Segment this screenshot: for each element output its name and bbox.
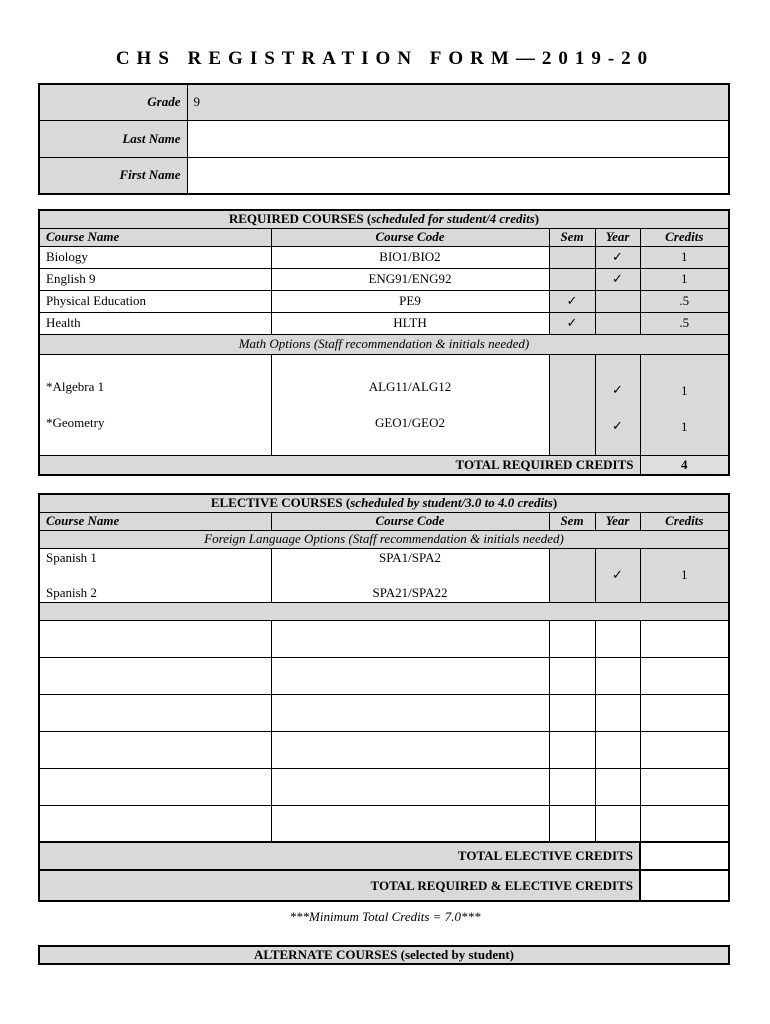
elective-name-field[interactable] [39,731,271,768]
year-cell [595,290,640,312]
form-title: CHS REGISTRATION FORM—2019-20 [115,48,655,69]
elective-name-field[interactable] [39,805,271,842]
fl-course-code: SPA21/SPA22 [372,584,448,600]
elective-year-field[interactable] [595,768,640,805]
student-info-table [38,83,730,195]
math-options-header: Math Options (Staff recommendation & initials needed) [39,334,729,354]
col-course-code: Course Code [271,512,549,530]
sem-check-icon: ✓ [549,290,595,312]
spacer-row [39,602,729,620]
elective-entry-row[interactable] [39,620,729,657]
last-name-label: Last Name [39,120,187,157]
elective-sem-field[interactable] [549,620,595,657]
fl-course-code: SPA1/SPA2 [379,549,441,565]
year-cell [595,312,640,334]
total-elective-label: TOTAL ELECTIVE CREDITS [39,842,640,870]
math-year-check-icon: ✓ [612,382,623,398]
grade-field[interactable]: 9 [187,84,729,120]
sem-cell [549,246,595,268]
elective-year-field[interactable] [595,694,640,731]
col-credits: Credits [640,228,729,246]
col-course-name: Course Name [39,512,271,530]
course-code: HLTH [271,312,549,334]
course-name: Physical Education [39,290,271,312]
elective-entry-row[interactable] [39,805,729,842]
table-row [39,290,729,312]
math-options-block [39,354,729,455]
sem-check-icon: ✓ [549,312,595,334]
fl-year-check-icon: ✓ [595,548,640,602]
fl-course-name: Spanish 2 [46,584,97,600]
alternate-header: ALTERNATE COURSES (selected by student) [39,946,729,964]
elective-credits-field[interactable] [640,731,729,768]
col-year: Year [595,228,640,246]
last-name-field[interactable] [187,120,729,157]
fl-credits: 1 [640,548,729,602]
elective-credits-field[interactable] [640,620,729,657]
year-check-icon: ✓ [595,268,640,290]
elective-sem-field[interactable] [549,657,595,694]
alternate-courses-table [38,945,730,965]
total-all-field[interactable] [640,870,729,901]
elective-year-field[interactable] [595,805,640,842]
math-course-code: ALG11/ALG12 [368,378,452,394]
col-credits: Credits [640,512,729,530]
elective-code-field[interactable] [271,620,549,657]
elective-code-field[interactable] [271,657,549,694]
table-row [39,246,729,268]
elective-code-field[interactable] [271,694,549,731]
minimum-credits-note: ***Minimum Total Credits = 7.0*** [289,909,481,924]
total-all-label: TOTAL REQUIRED & ELECTIVE CREDITS [39,870,640,901]
elective-name-field[interactable] [39,768,271,805]
elective-year-field[interactable] [595,620,640,657]
elective-header: ELECTIVE COURSES (scheduled by student/3.0 to 4.0 credits) [39,494,729,512]
elective-name-field[interactable] [39,694,271,731]
foreign-language-block [39,548,729,602]
table-row [39,268,729,290]
math-course-name: *Geometry [46,414,105,430]
elective-courses-table [38,493,730,902]
course-name: Biology [39,246,271,268]
grade-label: Grade [39,84,187,120]
col-course-code: Course Code [271,228,549,246]
math-sem-cell[interactable] [549,354,595,455]
fl-sem-cell[interactable] [549,548,595,602]
math-course-code: GEO1/GEO2 [374,414,446,430]
credits-cell: .5 [640,290,729,312]
first-name-field[interactable] [187,157,729,194]
col-sem: Sem [549,512,595,530]
elective-name-field[interactable] [39,620,271,657]
course-code: BIO1/BIO2 [271,246,549,268]
credits-cell: 1 [640,246,729,268]
elective-year-field[interactable] [595,657,640,694]
required-courses-table [38,209,730,476]
course-name: Health [39,312,271,334]
math-course-name: *Algebra 1 [46,378,105,394]
col-course-name: Course Name [39,228,271,246]
table-row [39,312,729,334]
year-check-icon: ✓ [595,246,640,268]
credits-cell: 1 [640,268,729,290]
math-credits: 1 [681,382,688,398]
total-elective-field[interactable] [640,842,729,870]
elective-credits-field[interactable] [640,694,729,731]
elective-entry-row[interactable] [39,768,729,805]
elective-sem-field[interactable] [549,694,595,731]
course-code: ENG91/ENG92 [271,268,549,290]
math-year-check-icon: ✓ [612,418,623,434]
elective-credits-field[interactable] [640,805,729,842]
required-header: REQUIRED COURSES (scheduled for student/4 credits) [39,210,729,228]
math-credits: 1 [681,418,688,434]
elective-entry-row[interactable] [39,694,729,731]
sem-cell [549,268,595,290]
first-name-label: First Name [39,157,187,194]
elective-code-field[interactable] [271,731,549,768]
credits-cell: .5 [640,312,729,334]
fl-course-name: Spanish 1 [46,549,97,565]
total-required-value: 4 [640,455,729,475]
elective-credits-field[interactable] [640,768,729,805]
total-required-label: TOTAL REQUIRED CREDITS [39,455,640,475]
elective-entry-row[interactable] [39,731,729,768]
elective-year-field[interactable] [595,731,640,768]
elective-credits-field[interactable] [640,657,729,694]
course-code: PE9 [271,290,549,312]
elective-sem-field[interactable] [549,731,595,768]
elective-entry-row[interactable] [39,657,729,694]
foreign-language-header: Foreign Language Options (Staff recommendation & initials needed) [39,530,729,548]
elective-sem-field[interactable] [549,805,595,842]
elective-sem-field[interactable] [549,768,595,805]
elective-name-field[interactable] [39,657,271,694]
course-name: English 9 [39,268,271,290]
elective-code-field[interactable] [271,805,549,842]
col-year: Year [595,512,640,530]
elective-code-field[interactable] [271,768,549,805]
col-sem: Sem [549,228,595,246]
